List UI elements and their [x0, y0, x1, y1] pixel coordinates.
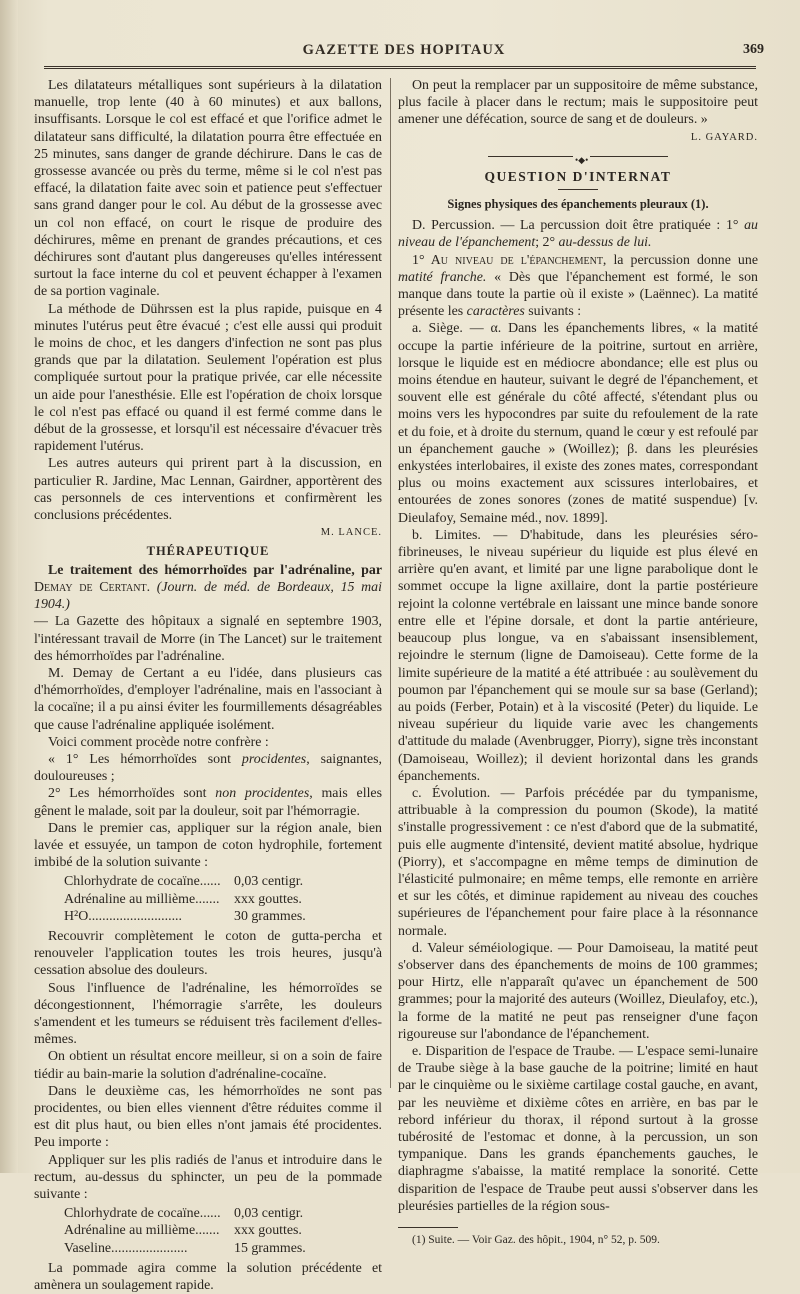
recipe-row [64, 873, 382, 890]
ingredient: Chlorhydrate de cocaïne...... [64, 1206, 221, 1222]
header-rule [44, 66, 756, 69]
ornament-dots: •◆• [573, 152, 590, 169]
ingredient: H²O........................... [64, 908, 182, 924]
paragraph: d. Valeur séméiologique. — Pour Damoiseau, la matité peut s'observer dans des épanchements de moins de 100 grammes; pour Hirtz, elle n'apparaît qu'avec un épanchement de 500 grammes; pour la majorité des auteurs (Woillez, Dieulafoy, etc.), la forme de la matité ne peut pas renseigner d'une façon rigoureuse sur l'abondance de l'épanchement. [398, 940, 758, 1042]
recipe-2 [64, 1205, 382, 1257]
text: « Dès que l'épanchement est formé, le son manque dans toute la partie où il existe » (Laënnec). La matité présente les [398, 269, 758, 320]
paragraph: — La Gazette des hôpitaux a signalé en septembre 1903, l'intéressant travail de Morre (in The Lancet) sur le traitement des hémorrhoïdes par l'adrénaline. [34, 614, 382, 664]
paragraph [34, 785, 382, 819]
footnote-rule [398, 1227, 458, 1228]
paragraph: Appliquer sur les plis radiés de l'anus et introduire dans le rectum, au-dessus du sphincter, un peu de la pommade suivante : [34, 1152, 382, 1202]
section-ornament [398, 152, 758, 165]
paragraph: Les autres auteurs qui prirent part à la discussion, en particulier R. Jardine, Mac Lennan, Gairdner, apportèrent des cas personnels de ces interventions et confirmèrent les conclusions précédentes. [34, 456, 382, 524]
recipe-row [64, 908, 382, 925]
recipe-row [64, 1222, 382, 1239]
paragraph [398, 217, 758, 251]
paragraph [34, 562, 382, 614]
ingredient: Chlorhydrate de cocaïne...... [64, 874, 221, 890]
paragraph: e. Disparition de l'espace de Traube. — L'espace semi-lunaire de Traube siège à la base gauche de la poitrine; limité en haut par le cinquième ou le sixième cartilage costal gauche, en avant, par les neuvième et dixième côtes en arrière, en bas par le rebord inférieur du thorax, il répond surtout à la grosse tubérosité de l'estomac et donne, à la percussion, un son tympanique. Dans les grands épanchements gauches, le diaphragme s'abaisse, la matité remplace la sonorité. Cette disparition de l'espace de Traube peut aussi s'observer dans les pleurésies partielles de la région sous- [398, 1043, 758, 1214]
dose: 0,03 centigr. [234, 874, 304, 890]
paragraph: Dans le premier cas, appliquer sur la région anale, bien lavée et essuyée, un tampon de coton hydrophile, fortement imbibé de la solution suivante : [34, 820, 382, 871]
dose: xxx gouttes. [234, 891, 302, 907]
paragraph: La méthode de Dührssen est la plus rapide, puisque en 4 minutes l'utérus peut être évacué ; c'est elle aussi qui produit le moins de choc, et les dangers d'infection ne sont pas plus grands que par la dilatation. Seulement l'opération est plus compliquée surtout pour la pratique privée, car elle nécessite un aide pour l'anesthésie. Elle est l'opération de choix lorsque le col n'est pas effacé ou quand il est fermé comme dans le début de la grossesse, et lorsqu'il est nécessaire d'évacuer très rapidement l'utérus. [34, 301, 382, 455]
text: matité franche. [398, 269, 487, 285]
paragraph [398, 252, 758, 321]
recipe-row [64, 1205, 382, 1222]
recipe-1 [64, 873, 382, 925]
reference: (Journ. de méd. de Bordeaux, 15 mai 1904.) [34, 579, 382, 613]
ingredient: Adrénaline au millième....... [64, 1223, 220, 1239]
text: la percussion donne une [606, 252, 758, 268]
paragraph: Dans le deuxième cas, les hémorrhoïdes ne sont pas procidentes, ou bien elles viennent d'être réduites comme il est dit plus haut, ou bien elles n'ont jamais été procidentes. Peu importe : [34, 1083, 382, 1151]
text: D. Percussion. — La percussion doit être pratiquée : 1° [412, 218, 745, 234]
paragraph: Les dilatateurs métalliques sont supérieurs à la dilatation manuelle, trop lente (40 à 60 minutes) et aux ballons, insuffisants. Lorsque le col est effacé et que l'orifice admet le dilatateur sans difficulté, la dilatation pourra être effectuée en 25 minutes, sans danger de grande déchirure. Dans le cas de grossesse avancée ou près du terme, même si le col n'est pas effacé, la dilatation faite avec soin et patience peut s'effectuer sans grand danger pour le col. Au début de la grossesse avec un col non effacé, on court le risque de produire des déchirures, même en prenant de grandes précautions, et ces déchirures sont d'autant plus dangereuses qu'elles intéressent surtout la face interne du col et peuvent échapper à l'examen de sa portion vaginale. [34, 78, 382, 300]
paragraph: a. Siège. — α. Dans les épanchements libres, « la matité occupe la partie inférieure de la poitrine, surtout en arrière, lorsque le liquide est en médiocre abondance; elle est plus ou moins étendue en hauteur, suivant le degré de l'épanchement, et souvent elle est générale du côté affecté, s'étendant plus ou moins vers les hypocondres par suite du refoulement de la rate et du foie, et à droite du sternum, quand le cœur y est refoulé par un épanchement gauche » (Woillez); β. dans les pleurésies enkystées interlobaires, il existe des zones mates, correspondant plus ou moins exactement aux scissures interlobaires, et entourées de zones sonores (zones de matité suspendue) [v. Dieulafoy, Semaine méd., nov. 1899]. [398, 321, 758, 526]
right-column [398, 77, 758, 1249]
paragraph: b. Limites. — D'habitude, dans les pleurésies séro-fibrineuses, le niveau supérieur du liquide est plus élevé en arrière qu'en avant, et limité par une ligne parabolique dont le sommet occupe la ligne axillaire, dont la partie postérieure rejoint la colonne vertébrale en laissant une mince bande sonore entre elle et l'épine dorsale, et dont la partie antérieure, beaucoup plus longue, va en s'abaissant insensiblement, rejoindre le sternum (ligne de Damoiseau). Cette forme de la limite supérieure de la matité a été attribuée : au soulèvement du poumon par l'épanchement qui se moule sur sa base (Gerland); au poids (Ferber, Potain) et à la viscosité (Peter) du liquide. Le niveau supérieur du liquide varie avec les changements d'attitude du malade (Avenbrugger, Piorry), signe très inconstant (Damoiseau, Woillez); il devient horizontal dans les grands épanchements. [398, 527, 758, 784]
text: procidentes [241, 751, 307, 767]
paragraph: Voici comment procède notre confrère : [48, 734, 269, 750]
text: 1° Au niveau de l'épanchement, [412, 252, 607, 268]
paragraph [34, 751, 382, 785]
text: suivants : [524, 304, 582, 320]
paragraph: Recouvrir complètement le coton de gutta-percha et renouveler l'application toutes les trois heures, jusqu'à cessation absolue des douleurs. [34, 928, 382, 979]
text: , mais elles gênent le malade, soit par la douleur, soit par l'hémorragie. [34, 786, 382, 819]
text: caractères [466, 304, 525, 320]
text: non procidentes [215, 786, 310, 802]
article-subheading: Signes physiques des épanchements pleuraux (1). [447, 197, 709, 212]
footnote: (1) Suite. — Voir Gaz. des hôpit., 1904, n° 52, p. 509. [412, 1234, 660, 1246]
ingredient: Vaseline...................... [64, 1240, 188, 1256]
page-header [44, 38, 764, 62]
article-title: Le traitement des hémorrhoïdes par l'adrénaline, par [48, 562, 382, 578]
author-signature: M. LANCE. [320, 527, 382, 539]
recipe-row [64, 1240, 382, 1257]
paragraph: Sous l'influence de l'adrénaline, les hémorroïdes se décongestionnent, l'hémorragie s'arrête, les douleurs s'amendent et les tumeurs se réduisent très facilement d'elles-mêmes. [34, 980, 382, 1048]
journal-title: GAZETTE DES HOPITAUX [302, 42, 506, 58]
dose: 15 grammes. [234, 1240, 306, 1256]
dose: 30 grammes. [234, 908, 306, 924]
paragraph: On obtient un résultat encore meilleur, si on a soin de faire tiédir au bain-marie la solution d'adrénaline-cocaïne. [34, 1049, 382, 1082]
ingredient: Adrénaline au millième....... [64, 891, 220, 907]
page-binding-edge [0, 0, 18, 1173]
page-number: 369 [743, 42, 764, 57]
text: 2° Les hémorrhoïdes sont [48, 786, 216, 802]
author-name: Demay de Certant. [34, 579, 151, 595]
dose: 0,03 centigr. [234, 1206, 304, 1222]
author-signature: L. GAYARD. [690, 131, 758, 143]
left-column [34, 77, 382, 1294]
text: au niveau de l'épanchement [398, 218, 758, 251]
section-heading: QUESTION D'INTERNAT [484, 168, 672, 184]
section-heading: THÉRAPEUTIQUE [146, 544, 270, 559]
paragraph: M. Demay de Certant a eu l'idée, dans plusieurs cas d'hémorrhoïdes, d'employer l'adrénaline, mais en l'associant à la cocaïne; il a pu ainsi éviter les fourmillements désagréables que cause l'adrénaline appliquée isolément. [34, 665, 382, 733]
text: au-dessus de lui. [558, 235, 652, 251]
paragraph: La pommade agira comme la solution précédente et amènera un soulagement rapide. [34, 1260, 382, 1294]
paragraph: c. Évolution. — Parfois précédée par du tympanisme, attribuable à la compression du poumon (Skode), la matité s'installe progressivement : ce n'est d'abord que de la submatité, puis elle augmente d'intensité, devient matité absolue, hydrique (Piorry), et s'accompagne en même temps de diminution de l'élasticité pulmonaire; en même temps, elle remonte en arrière et sur les côtés, et diminue rapidement au niveau des couches supérieures de l'épanchement pour faire place à la résonnance normale. [398, 785, 758, 939]
column-divider [390, 78, 391, 1088]
text: , saignantes, douloureuses ; [34, 751, 383, 785]
text: ; 2° [535, 235, 559, 251]
recipe-row [64, 891, 382, 908]
text: « 1° Les hémorrhoïdes sont [48, 751, 242, 767]
heading-rule [558, 189, 598, 190]
dose: xxx gouttes. [234, 1223, 302, 1239]
paragraph: On peut la remplacer par un suppositoire de même substance, plus facile à placer dans le rectum; mais le suppositoire peut amener une défécation, source de sang et de douleurs. » [398, 78, 758, 128]
